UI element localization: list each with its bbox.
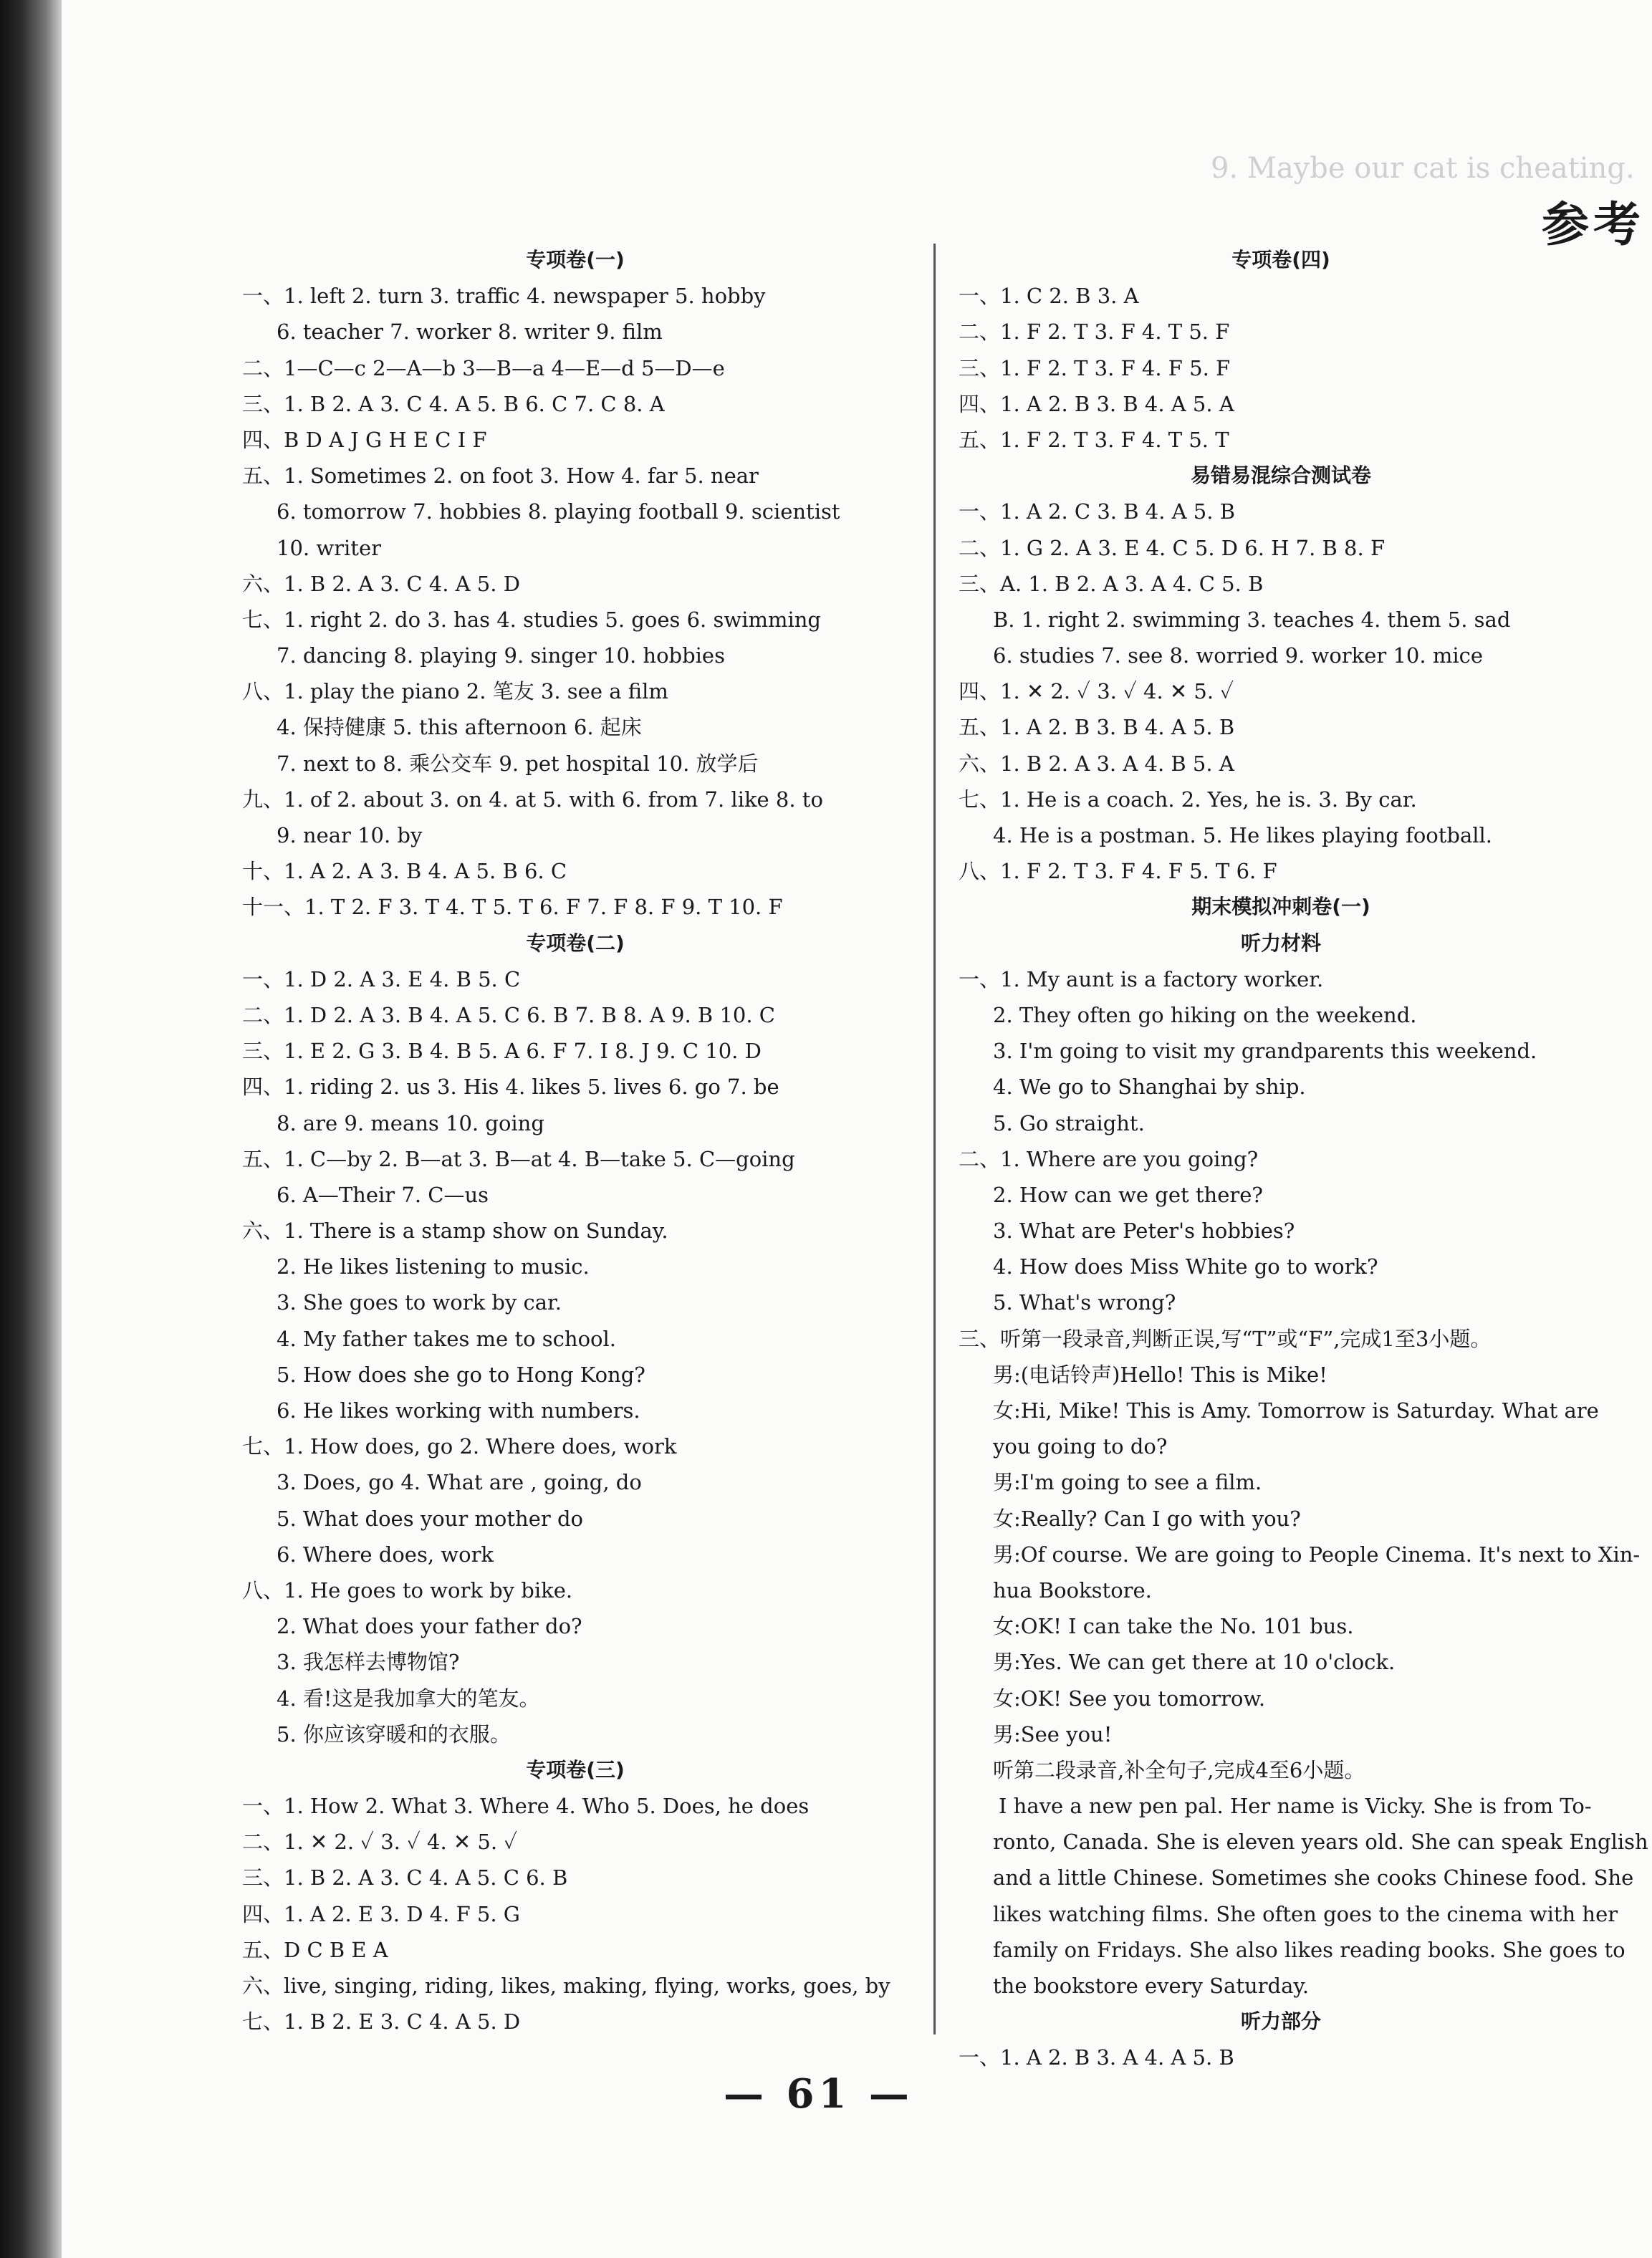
answer-line: the bookstore every Saturday. xyxy=(993,1974,1310,1998)
answer-line: 3. She goes to work by car. xyxy=(277,1290,562,1315)
right-answer-column xyxy=(959,242,1648,2076)
book-spine-shadow xyxy=(0,0,62,2258)
page-number: — 61 — xyxy=(724,2070,913,2118)
answer-line: 3. I'm going to visit my grandparents this weekend. xyxy=(993,1039,1537,1064)
answer-line: and a little Chinese. Sometimes she cooks Chinese food. She xyxy=(993,1865,1634,1891)
left-answer-column xyxy=(242,242,908,2040)
answer-line: 四、B D A J G H E C I F xyxy=(242,427,487,452)
answer-line: 八、1. He goes to work by bike. xyxy=(242,1577,573,1603)
answer-line: 6. studies 7. see 8. worried 9. worker 10. mice xyxy=(993,643,1483,668)
answer-line: 2. What does your father do? xyxy=(277,1614,582,1639)
answer-line: 10. writer xyxy=(277,535,381,560)
section-title: 易错易混综合测试卷 xyxy=(1190,463,1371,488)
answer-line: 一、1. C 2. B 3. A xyxy=(959,284,1139,309)
answer-line: 八、1. F 2. T 3. F 4. F 5. T 6. F xyxy=(959,859,1277,884)
answer-line: 女:OK! I can take the No. 101 bus. xyxy=(993,1614,1354,1639)
answer-line: 一、1. D 2. A 3. E 4. B 5. C xyxy=(242,966,521,991)
answer-line: 5. Go straight. xyxy=(993,1110,1145,1135)
section-title: 期末模拟冲刺卷(一) xyxy=(1191,895,1370,919)
answer-line: 七、1. How does, go 2. Where does, work xyxy=(242,1434,677,1459)
answer-line: 6. He likes working with numbers. xyxy=(277,1398,640,1423)
answer-line: 七、1. B 2. E 3. C 4. A 5. D xyxy=(242,2009,521,2034)
answer-line: 男:I'm going to see a film. xyxy=(993,1470,1262,1495)
answer-line: 5. What's wrong? xyxy=(993,1290,1176,1315)
answer-line: 六、1. B 2. A 3. A 4. B 5. A xyxy=(959,751,1234,776)
answer-line: 4. My father takes me to school. xyxy=(277,1326,616,1351)
answer-line: you going to do? xyxy=(993,1434,1168,1459)
answer-line: 7. dancing 8. playing 9. singer 10. hobbies xyxy=(277,643,725,668)
answer-line: 十一、1. T 2. F 3. T 4. T 5. T 6. F 7. F 8. F 9. T 10. F xyxy=(242,895,783,920)
answer-line: 十、1. A 2. A 3. B 4. A 5. B 6. C xyxy=(242,859,567,884)
answer-line: 6. A—Their 7. C—us xyxy=(277,1182,489,1207)
answer-line: 三、1. B 2. A 3. C 4. A 5. C 6. B xyxy=(242,1865,568,1891)
answer-line: 一、1. How 2. What 3. Where 4. Who 5. Does, he does xyxy=(242,1794,810,1819)
answer-line: 9. near 10. by xyxy=(277,823,423,847)
answer-line: 五、1. Sometimes 2. on foot 3. How 4. far 5. near xyxy=(242,463,759,489)
answer-line: 六、live, singing, riding, likes, making, flying, works, goes, by xyxy=(242,1974,890,1998)
answer-line: 2. They often go hiking on the weekend. xyxy=(993,1002,1417,1027)
answer-line: hua Bookstore. xyxy=(993,1577,1152,1603)
answer-line: 二、1—C—c 2—A—b 3—B—a 4—E—d 5—D—e xyxy=(242,355,725,380)
answer-line: 男:See you! xyxy=(993,1721,1113,1747)
column-divider xyxy=(933,244,936,2034)
answer-line: 5. How does she go to Hong Kong? xyxy=(277,1362,645,1387)
answer-line: 6. tomorrow 7. hobbies 8. playing football 9. scientist xyxy=(277,499,840,524)
answer-line: family on Fridays. She also likes reading books. She goes to xyxy=(993,1937,1625,1962)
answer-line: 九、1. of 2. about 3. on 4. at 5. with 6. from 7. like 8. to xyxy=(242,787,823,812)
answer-line: 四、1. A 2. B 3. B 4. A 5. A xyxy=(959,391,1234,416)
answer-line: 4. How does Miss White go to work? xyxy=(993,1254,1378,1279)
section-title: 专项卷(四) xyxy=(1231,248,1330,272)
answer-line: 男:Of course. We are going to People Cinema. It's next to Xin- xyxy=(993,1542,1641,1567)
answer-line: 六、1. B 2. A 3. C 4. A 5. D xyxy=(242,571,520,596)
answer-line: 男:Yes. We can get there at 10 o'clock. xyxy=(993,1650,1396,1675)
answer-line: 一、1. left 2. turn 3. traffic 4. newspaper 5. hobby xyxy=(242,284,766,309)
answer-line: 2. He likes listening to music. xyxy=(277,1254,590,1279)
answer-line: I have a new pen pal. Her name is Vicky. She is from To- xyxy=(999,1794,1592,1819)
answer-line: 3. What are Peter's hobbies? xyxy=(993,1219,1295,1244)
corner-title: 参考 xyxy=(1542,197,1645,252)
bleed-through-text: 9. Maybe our cat is cheating. xyxy=(1211,152,1635,185)
answer-line: 三、1. E 2. G 3. B 4. B 5. A 6. F 7. I 8. J 9. C 10. D xyxy=(242,1039,762,1064)
answer-line: 五、1. F 2. T 3. F 4. T 5. T xyxy=(959,427,1229,452)
answer-line: 女:OK! See you tomorrow. xyxy=(993,1686,1266,1711)
answer-line: 男:(电话铃声)Hello! This is Mike! xyxy=(993,1362,1327,1387)
answer-line: 女:Hi, Mike! This is Amy. Tomorrow is Saturday. What are xyxy=(993,1398,1599,1423)
answer-line: 7. next to 8. 乘公交车 9. pet hospital 10. 放学后 xyxy=(277,751,759,776)
answer-line: B. 1. right 2. swimming 3. teaches 4. them 5. sad xyxy=(993,607,1511,632)
answer-line: 二、1. Where are you going? xyxy=(959,1146,1259,1171)
answer-line: 四、1. riding 2. us 3. His 4. likes 5. lives 6. go 7. be xyxy=(242,1075,779,1100)
answer-line: 三、1. B 2. A 3. C 4. A 5. B 6. C 7. C 8. A xyxy=(242,391,665,416)
answer-line: 二、1. ✕ 2. ✓ 3. ✓ 4. ✕ 5. ✓ xyxy=(242,1830,518,1855)
answer-line: 三、1. F 2. T 3. F 4. F 5. F xyxy=(959,355,1231,380)
answer-line: 一、1. A 2. B 3. A 4. A 5. B xyxy=(959,2045,1234,2070)
answer-line: 二、1. F 2. T 3. F 4. T 5. F xyxy=(959,320,1230,345)
answer-line: 2. How can we get there? xyxy=(993,1182,1263,1207)
answer-line: 8. are 9. means 10. going xyxy=(277,1110,544,1135)
answer-line: 4. 保持健康 5. this afternoon 6. 起床 xyxy=(277,715,642,740)
answer-line: 3. 我怎样去博物馆? xyxy=(277,1650,460,1675)
answer-line: 七、1. right 2. do 3. has 4. studies 5. goes 6. swimming xyxy=(242,607,821,632)
answer-line: 5. 你应该穿暖和的衣服。 xyxy=(277,1721,511,1747)
answer-line: likes watching films. She often goes to the cinema with her xyxy=(993,1901,1618,1926)
answer-line: 女:Really? Can I go with you? xyxy=(993,1506,1301,1531)
answer-line: 5. What does your mother do xyxy=(277,1506,583,1531)
answer-line: 二、1. G 2. A 3. E 4. C 5. D 6. H 7. B 8. F xyxy=(959,535,1386,560)
answer-line: 八、1. play the piano 2. 笔友 3. see a film xyxy=(242,679,668,704)
section-title: 听力材料 xyxy=(1240,931,1321,955)
answer-line: 五、D C B E A xyxy=(242,1937,388,1962)
answer-line: 3. Does, go 4. What are , going, do xyxy=(277,1470,642,1495)
answer-line: 五、1. C—by 2. B—at 3. B—at 4. B—take 5. C—going xyxy=(242,1146,795,1171)
answer-line: 五、1. A 2. B 3. B 4. A 5. B xyxy=(959,715,1235,740)
answer-line: 三、听第一段录音,判断正误,写“T”或“F”,完成1至3小题。 xyxy=(959,1326,1492,1351)
answer-line: ronto, Canada. She is eleven years old. She can speak English xyxy=(993,1830,1648,1855)
answer-line: 一、1. A 2. C 3. B 4. A 5. B xyxy=(959,499,1236,524)
answer-line: 四、1. A 2. E 3. D 4. F 5. G xyxy=(242,1901,520,1926)
section-title: 专项卷(一) xyxy=(526,248,625,272)
answer-line: 一、1. My aunt is a factory worker. xyxy=(959,966,1324,991)
answer-line: 六、1. There is a stamp show on Sunday. xyxy=(242,1219,668,1244)
answer-line: 二、1. D 2. A 3. B 4. A 5. C 6. B 7. B 8. A 9. B 10. C xyxy=(242,1002,775,1027)
answer-line: 三、A. 1. B 2. A 3. A 4. C 5. B xyxy=(959,571,1264,596)
answer-line: 听第二段录音,补全句子,完成4至6小题。 xyxy=(993,1757,1365,1782)
answer-line: 6. Where does, work xyxy=(277,1542,494,1567)
answer-line: 四、1. ✕ 2. ✓ 3. ✓ 4. ✕ 5. ✓ xyxy=(959,679,1234,704)
answer-line: 4. He is a postman. 5. He likes playing football. xyxy=(993,823,1493,847)
section-title: 听力部分 xyxy=(1240,2009,1321,2034)
answer-line: 七、1. He is a coach. 2. Yes, he is. 3. By car. xyxy=(959,787,1417,812)
answer-line: 6. teacher 7. worker 8. writer 9. film xyxy=(277,320,663,345)
answer-line: 4. We go to Shanghai by ship. xyxy=(993,1075,1306,1100)
section-title: 专项卷(二) xyxy=(526,931,625,955)
section-title: 专项卷(三) xyxy=(526,1757,625,1782)
answer-line: 4. 看!这是我加拿大的笔友。 xyxy=(277,1686,540,1711)
